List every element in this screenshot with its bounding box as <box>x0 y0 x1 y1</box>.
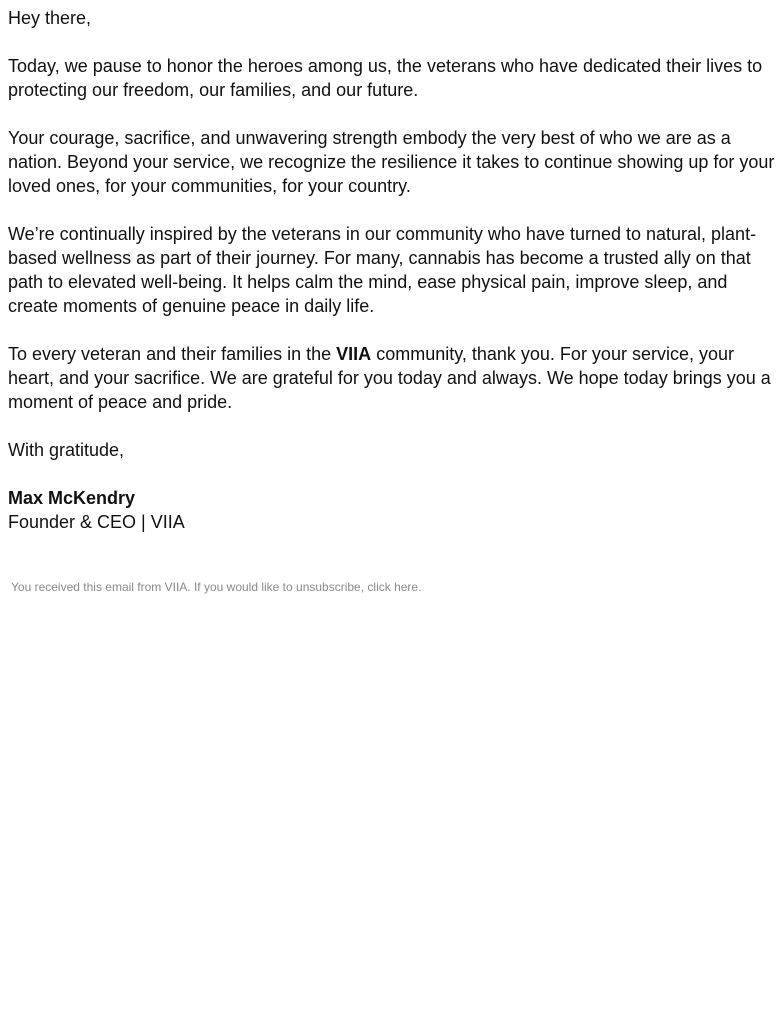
brand-name: VIIA <box>336 344 372 364</box>
paragraph-wellness: We’re continually inspired by the veterans in our community who have turned to natural, plant-based wellness as part of their journey. For many, cannabis has become a trusted ally on that path to elevated well-being. It helps calm the mind, ease physical pain, improve sleep, and create moments of genuine peace in daily life. <box>8 224 757 316</box>
email-footer <box>11 579 421 595</box>
paragraph-tribute: Today, we pause to honor the heroes among us, the veterans who have dedicated their lives to protecting our freedom, our families, and our future. <box>8 56 763 100</box>
paragraph-courage: Your courage, sacrifice, and unwavering strength embody the very best of who we are as a nation. Beyond your service, we recognize the resilience it takes to continue showing up for your loved ones, for your communities, for your country. <box>8 128 775 196</box>
thanks-text-end: community, thank you. For your service, your heart, and your sacrifice. We are grateful for you today and always. We hope today brings you a moment of peace and pride. <box>8 344 771 412</box>
signature-name <box>8 486 778 510</box>
closing: With gratitude, <box>8 440 125 460</box>
footer-period: . <box>418 580 422 594</box>
signature-name-text: Max McKendry <box>8 488 136 508</box>
email-body <box>8 6 778 534</box>
unsubscribe-link[interactable]: click here <box>367 580 419 594</box>
paragraph-thanks <box>8 342 778 414</box>
signature-title: Founder & CEO | VIIA <box>8 512 185 532</box>
thanks-text-start: To every veteran and their families in the <box>8 344 337 364</box>
footer-text: You received this email from VIIA. If you would like to unsubscribe, <box>11 580 368 594</box>
greeting: Hey there, <box>8 8 92 28</box>
